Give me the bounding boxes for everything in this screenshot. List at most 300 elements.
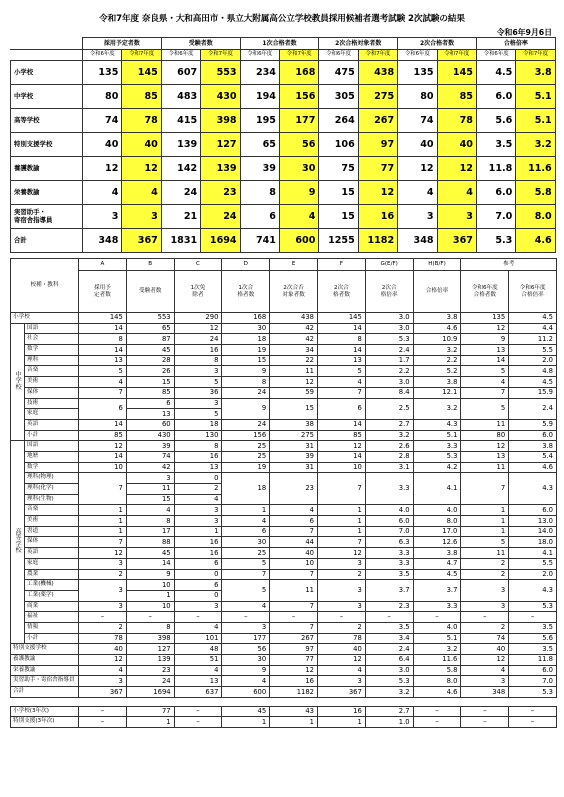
value-cell: 3.0 [365, 665, 413, 676]
value-cell: 6 [270, 516, 318, 527]
value-cell: 12 [398, 157, 437, 181]
value-cell: – [509, 717, 557, 728]
column-header: 合格倍率 [476, 38, 555, 50]
value-cell: 15 [222, 355, 270, 366]
value-cell: 11 [270, 366, 318, 377]
value-cell: 13 [174, 462, 222, 473]
value-cell: – [174, 612, 222, 623]
value-cell: 8 [126, 622, 174, 633]
value-cell: 14.0 [509, 526, 557, 537]
row-label: 英語 [25, 419, 79, 430]
value-cell: 5.9 [509, 419, 557, 430]
value-cell: 7 [222, 569, 270, 580]
reference-header: 参考 [461, 259, 557, 271]
value-cell: 43 [270, 706, 318, 717]
value-cell: 5 [461, 398, 509, 419]
table-row [11, 323, 557, 334]
value-cell: 56 [279, 133, 318, 157]
value-cell: 12 [122, 157, 161, 181]
column-header: 校種・教科 [11, 259, 79, 313]
value-cell: 34 [270, 345, 318, 356]
row-label: 国語 [25, 323, 79, 334]
value-cell: 3.5 [509, 622, 557, 633]
value-cell: 4.0 [413, 622, 461, 633]
value-cell: 2 [318, 622, 366, 633]
value-cell: 11.2 [509, 334, 557, 345]
value-cell: 3.2 [413, 644, 461, 655]
table-row [11, 430, 557, 441]
value-cell: 3 [122, 205, 161, 229]
row-label: 技術 [25, 398, 79, 409]
value-cell: – [461, 706, 509, 717]
value-cell: – [509, 612, 557, 623]
value-cell: 3 [83, 205, 122, 229]
value-cell: 39 [126, 441, 174, 452]
value-cell: 78 [79, 633, 127, 644]
table-row [11, 676, 557, 687]
value-cell: 1 [79, 505, 127, 516]
column-header: 受験者数 [126, 271, 174, 313]
value-cell: 142 [161, 157, 200, 181]
value-cell: 7 [270, 526, 318, 537]
value-cell: 74 [461, 633, 509, 644]
value-cell: 65 [126, 323, 174, 334]
value-cell: 5.1 [413, 633, 461, 644]
value-cell: 2.3 [365, 601, 413, 612]
value-cell: 9 [126, 569, 174, 580]
value-cell: 2.4 [509, 398, 557, 419]
value-cell: 1 [79, 516, 127, 527]
value-cell: 36 [174, 387, 222, 398]
value-cell: 26 [126, 366, 174, 377]
value-cell: 25 [222, 548, 270, 559]
value-cell: 1 [318, 516, 366, 527]
value-cell: 438 [270, 313, 318, 324]
value-cell: 156 [279, 85, 318, 109]
value-cell: 8.4 [365, 387, 413, 398]
row-label: 実習助手・寄宿舎指導員 [11, 676, 79, 687]
value-cell: 7 [270, 569, 318, 580]
value-cell: 77 [126, 706, 174, 717]
report-date: 令和6年9月6日 [496, 28, 552, 37]
value-cell: 4 [79, 377, 127, 388]
value-cell: – [79, 612, 127, 623]
value-cell: – [365, 612, 413, 623]
value-cell: 40 [398, 133, 437, 157]
value-cell: 156 [222, 430, 270, 441]
value-cell: 4 [174, 622, 222, 633]
value-cell: 14 [318, 451, 366, 462]
value-cell: 4.6 [413, 687, 461, 698]
table-row [11, 601, 557, 612]
table-row [11, 558, 557, 569]
value-cell: 3.0 [365, 323, 413, 334]
value-cell: 3.3 [365, 473, 413, 505]
value-cell: 5 [461, 537, 509, 548]
value-cell: 4 [222, 516, 270, 527]
value-cell: 10 [318, 462, 366, 473]
value-cell: 16 [358, 205, 397, 229]
value-cell: 9 [222, 665, 270, 676]
value-cell: 4.0 [365, 505, 413, 516]
value-cell: 11 [270, 580, 318, 601]
value-cell: 78 [437, 109, 476, 133]
row-label: 地歴 [25, 451, 79, 462]
row-label: 小計 [25, 633, 79, 644]
value-cell: 4.3 [509, 580, 557, 601]
value-cell: 3.5 [365, 622, 413, 633]
value-cell: 3 [222, 622, 270, 633]
value-cell: 3.3 [413, 441, 461, 452]
value-cell: 2.0 [509, 355, 557, 366]
value-cell: 85 [122, 85, 161, 109]
summary-row [11, 157, 556, 181]
value-cell: 139 [201, 157, 240, 181]
value-cell: 3 [79, 676, 127, 687]
value-cell: 1 [126, 590, 174, 601]
column-letter: C [174, 259, 222, 271]
table-row [11, 612, 557, 623]
value-cell: 10 [126, 580, 174, 591]
value-cell: 1 [174, 526, 222, 537]
value-cell: 438 [358, 61, 397, 85]
row-label: 栄養教諭 [11, 181, 83, 205]
value-cell: 6 [240, 205, 279, 229]
value-cell: 21 [161, 205, 200, 229]
value-cell: 3.7 [365, 580, 413, 601]
value-cell: 11.6 [516, 157, 555, 181]
value-cell: 13 [126, 409, 174, 420]
value-cell: 168 [222, 313, 270, 324]
value-cell: 12 [461, 441, 509, 452]
row-label: 家庭 [25, 558, 79, 569]
value-cell: 3 [318, 580, 366, 601]
value-cell: 2 [79, 569, 127, 580]
value-cell: 77 [358, 157, 397, 181]
column-letter: D [222, 259, 270, 271]
value-cell: 3.7 [413, 580, 461, 601]
value-cell: 194 [240, 85, 279, 109]
value-cell: 106 [319, 133, 358, 157]
value-cell: 367 [437, 229, 476, 253]
row-label: 養護教諭 [11, 655, 79, 666]
value-cell: 30 [222, 537, 270, 548]
value-cell: 4 [398, 181, 437, 205]
value-cell: 24 [222, 387, 270, 398]
value-cell: 553 [201, 61, 240, 85]
value-cell: 14 [79, 419, 127, 430]
table-row [11, 419, 557, 430]
value-cell: 7.0 [365, 526, 413, 537]
value-cell: 1 [222, 717, 270, 728]
value-cell: 305 [319, 85, 358, 109]
value-cell: 15.9 [509, 387, 557, 398]
row-label: 国語 [25, 441, 79, 452]
value-cell: 14 [79, 323, 127, 334]
value-cell: – [270, 612, 318, 623]
row-label: 合計 [11, 229, 83, 253]
value-cell: 4.5 [509, 313, 557, 324]
value-cell: 430 [126, 430, 174, 441]
value-cell: 11 [126, 484, 174, 495]
value-cell: 8 [79, 334, 127, 345]
value-cell: 16 [174, 345, 222, 356]
value-cell: 16 [318, 706, 366, 717]
spacer-row [11, 697, 557, 706]
value-cell: 6 [126, 398, 174, 409]
value-cell: 5.8 [516, 181, 555, 205]
value-cell: 4.2 [413, 462, 461, 473]
row-label: 家庭 [25, 409, 79, 420]
value-cell: 7.0 [509, 676, 557, 687]
column-header: 採用予定者数 [83, 38, 162, 50]
summary-row [11, 85, 556, 109]
value-cell: 4.6 [413, 323, 461, 334]
value-cell: 264 [319, 109, 358, 133]
value-cell: 430 [201, 85, 240, 109]
value-cell: 10 [270, 558, 318, 569]
row-label: 美術 [25, 516, 79, 527]
value-cell: 3 [461, 676, 509, 687]
value-cell: 15 [270, 398, 318, 419]
value-cell: 3.5 [509, 644, 557, 655]
value-cell: 600 [279, 229, 318, 253]
column-header: 2次合 格者数 [318, 271, 366, 313]
value-cell: 145 [437, 61, 476, 85]
value-cell: 24 [222, 419, 270, 430]
table-row [11, 687, 557, 698]
value-cell: 2.5 [365, 398, 413, 419]
row-label: 特別支援(3年次) [11, 717, 79, 728]
value-cell: 39 [240, 157, 279, 181]
value-cell: 75 [319, 157, 358, 181]
value-cell: 3.8 [516, 61, 555, 85]
value-cell: 45 [126, 345, 174, 356]
value-cell: 11 [461, 462, 509, 473]
value-cell: 135 [398, 61, 437, 85]
value-cell: 130 [174, 430, 222, 441]
table-row [11, 548, 557, 559]
value-cell: 12 [437, 157, 476, 181]
value-cell: 135 [83, 61, 122, 85]
value-cell: 6.3 [365, 537, 413, 548]
value-cell: 741 [240, 229, 279, 253]
value-cell: 127 [126, 644, 174, 655]
value-cell: 3.2 [365, 430, 413, 441]
value-cell: 195 [240, 109, 279, 133]
value-cell: 12 [79, 441, 127, 452]
value-cell: – [318, 612, 366, 623]
value-cell: 8 [174, 441, 222, 452]
year-header: 令和6年度 [83, 50, 122, 61]
value-cell: 483 [161, 85, 200, 109]
value-cell: 59 [270, 387, 318, 398]
column-header: 2次合格対象者数 [319, 38, 398, 50]
value-cell: 6.0 [476, 85, 515, 109]
value-cell: 25 [222, 451, 270, 462]
value-cell: 2 [461, 622, 509, 633]
value-cell: 40 [270, 548, 318, 559]
table-row [11, 366, 557, 377]
row-label: 高等学校 [11, 109, 83, 133]
row-label: 小計 [25, 430, 79, 441]
summary-row [11, 133, 556, 157]
value-cell: 4.4 [509, 323, 557, 334]
value-cell: 8 [222, 377, 270, 388]
value-cell: 40 [79, 644, 127, 655]
value-cell: 6.0 [476, 181, 515, 205]
value-cell: 39 [270, 451, 318, 462]
value-cell: 16 [174, 451, 222, 462]
value-cell: 4 [279, 205, 318, 229]
value-cell: 4.5 [476, 61, 515, 85]
value-cell: 87 [126, 334, 174, 345]
value-cell: 267 [270, 633, 318, 644]
row-label: 理科(物理) [25, 473, 79, 484]
value-cell: 5.1 [413, 430, 461, 441]
value-cell: 348 [398, 229, 437, 253]
value-cell: 5 [318, 366, 366, 377]
value-cell: 12 [83, 157, 122, 181]
value-cell: 4 [126, 505, 174, 516]
value-cell: 25 [222, 441, 270, 452]
value-cell: 8 [318, 334, 366, 345]
value-cell: 1182 [270, 687, 318, 698]
value-cell: 4 [174, 665, 222, 676]
value-cell: 4 [83, 181, 122, 205]
value-cell: 139 [126, 655, 174, 666]
row-label: 理科 [25, 355, 79, 366]
table-row [11, 505, 557, 516]
value-cell: 607 [161, 61, 200, 85]
table-row [11, 441, 557, 452]
value-cell: 12 [461, 323, 509, 334]
table-row [11, 655, 557, 666]
value-cell: 40 [83, 133, 122, 157]
value-cell: 3 [174, 516, 222, 527]
value-cell: 4 [437, 181, 476, 205]
value-cell: 16 [174, 548, 222, 559]
column-header: 採用予 定者数 [79, 271, 127, 313]
value-cell: 367 [318, 687, 366, 698]
value-cell: 4.5 [509, 377, 557, 388]
column-letter: G(E/F) [365, 259, 413, 271]
value-cell: 2 [318, 569, 366, 580]
value-cell: 13 [461, 451, 509, 462]
corner-cell [11, 38, 83, 50]
value-cell: 2.7 [365, 419, 413, 430]
year-header: 令和7年度 [437, 50, 476, 61]
value-cell: 74 [126, 451, 174, 462]
value-cell: 5.5 [509, 558, 557, 569]
value-cell: 14 [318, 323, 366, 334]
value-cell: 5 [174, 377, 222, 388]
value-cell: 1 [318, 526, 366, 537]
value-cell: 9 [461, 334, 509, 345]
value-cell: 8 [240, 181, 279, 205]
row-label: 美術 [25, 377, 79, 388]
value-cell: 5.3 [365, 676, 413, 687]
detail-table [10, 258, 557, 728]
page-title: 令和7年度 奈良県・大和高田市・県立大附属高公立学校教員採用候補者選考試験 2次試験の結果 [99, 14, 465, 24]
row-label: 特別支援学校 [11, 133, 83, 157]
column-header: 受験者数 [161, 38, 240, 50]
year-header: 令和6年度 [161, 50, 200, 61]
summary-table [10, 37, 556, 253]
value-cell: 5 [222, 580, 270, 601]
value-cell: 3.2 [365, 687, 413, 698]
column-letter: E [270, 259, 318, 271]
summary-row [11, 181, 556, 205]
value-cell: 3.0 [365, 313, 413, 324]
value-cell: 6.0 [509, 665, 557, 676]
value-cell: 4 [461, 377, 509, 388]
row-label: 合計 [11, 687, 79, 698]
value-cell: 17 [126, 526, 174, 537]
value-cell: 2.4 [365, 644, 413, 655]
value-cell: 15 [126, 494, 174, 505]
value-cell: 367 [122, 229, 161, 253]
value-cell: 5 [461, 366, 509, 377]
column-header: 2次合否 対象者数 [270, 271, 318, 313]
value-cell: 19 [222, 345, 270, 356]
value-cell: 600 [222, 687, 270, 698]
value-cell: 6 [174, 580, 222, 591]
value-cell: 0 [174, 473, 222, 484]
value-cell: – [126, 612, 174, 623]
table-row [11, 462, 557, 473]
value-cell: 7.0 [476, 205, 515, 229]
value-cell: 3.4 [365, 633, 413, 644]
value-cell: 16 [270, 676, 318, 687]
table-row [11, 398, 557, 409]
value-cell: 5.6 [476, 109, 515, 133]
value-cell: 11 [461, 419, 509, 430]
value-cell: 6 [79, 398, 127, 419]
value-cell: 15 [319, 181, 358, 205]
table-row [11, 633, 557, 644]
value-cell: 348 [461, 687, 509, 698]
value-cell: 12 [318, 655, 366, 666]
table-row [11, 451, 557, 462]
value-cell: 275 [358, 85, 397, 109]
value-cell: 42 [126, 462, 174, 473]
value-cell: 18 [222, 473, 270, 505]
value-cell: 40 [437, 133, 476, 157]
value-cell: 3 [461, 601, 509, 612]
value-cell: 2 [461, 558, 509, 569]
year-header: 令和7年度 [201, 50, 240, 61]
year-header: 令和7年度 [122, 50, 161, 61]
value-cell: 14 [79, 451, 127, 462]
value-cell: 85 [79, 430, 127, 441]
value-cell: 23 [270, 473, 318, 505]
value-cell: – [509, 706, 557, 717]
value-cell: 3.3 [413, 601, 461, 612]
value-cell: 2.4 [365, 345, 413, 356]
value-cell: – [461, 717, 509, 728]
row-label: 小学校 [11, 313, 79, 324]
table-row [11, 537, 557, 548]
row-label: 中学校 [11, 85, 83, 109]
summary-row [11, 109, 556, 133]
value-cell: 2.6 [365, 441, 413, 452]
corner-cell [11, 50, 83, 61]
value-cell: 139 [161, 133, 200, 157]
column-letter: F [318, 259, 366, 271]
value-cell: 23 [126, 665, 174, 676]
value-cell: 23 [201, 181, 240, 205]
